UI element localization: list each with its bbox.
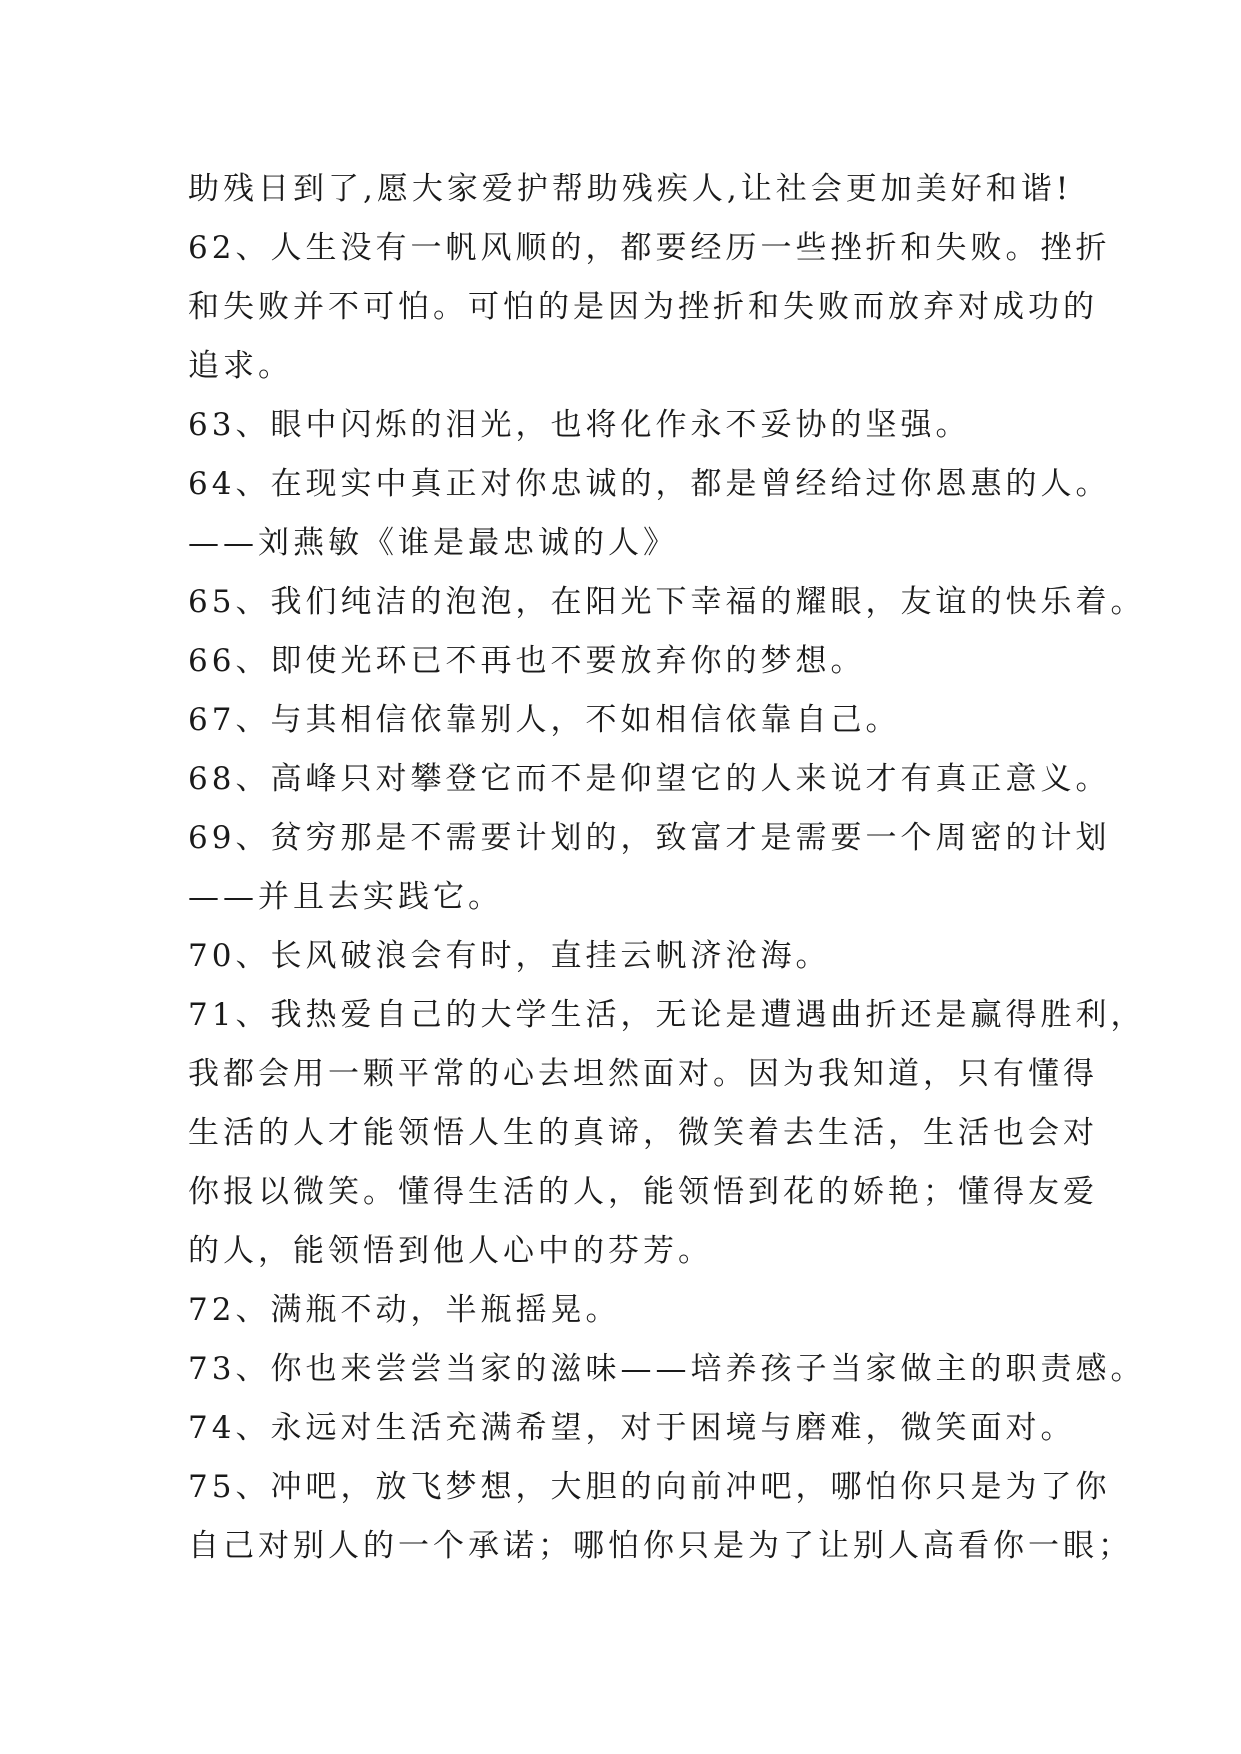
text-line: 我都会用一颗平常的心去坦然面对。因为我知道，只有懂得 [188, 1056, 1098, 1092]
text-line: ——刘燕敏《谁是最忠诚的人》 [188, 525, 678, 561]
text-line: 68、高峰只对攀登它而不是仰望它的人来说才有真正意义。 [188, 761, 1111, 797]
text-line: 你报以微笑。懂得生活的人，能领悟到花的娇艳；懂得友爱 [188, 1174, 1098, 1210]
document-body [188, 160, 1146, 1576]
text-line: 63、眼中闪烁的泪光，也将化作永不妥协的坚强。 [188, 407, 971, 443]
text-line: 72、满瓶不动，半瓶摇晃。 [188, 1292, 621, 1328]
text-line: 70、长风破浪会有时，直挂云帆济沧海。 [188, 938, 831, 974]
text-line: 75、冲吧，放飞梦想，大胆的向前冲吧，哪怕你只是为了你 [188, 1469, 1111, 1505]
text-line: 62、人生没有一帆风顺的，都要经历一些挫折和失败。挫折 [188, 230, 1111, 266]
text-line: 65、我们纯洁的泡泡，在阳光下幸福的耀眼，友谊的快乐着。 [188, 584, 1146, 620]
text-line: 67、与其相信依靠别人，不如相信依靠自己。 [188, 702, 901, 738]
text-line: 追求。 [188, 348, 293, 384]
text-line: 66、即使光环已不再也不要放弃你的梦想。 [188, 643, 866, 679]
text-line: 生活的人才能领悟人生的真谛，微笑着去生活，生活也会对 [188, 1115, 1098, 1151]
text-line: 助残日到了,愿大家爱护帮助残疾人,让社会更加美好和谐! [188, 171, 1073, 207]
text-line: 74、永远对生活充满希望，对于困境与磨难，微笑面对。 [188, 1410, 1076, 1446]
text-line: 69、贫穷那是不需要计划的，致富才是需要一个周密的计划 [188, 820, 1111, 856]
text-line: 73、你也来尝尝当家的滋味——培养孩子当家做主的职责感。 [188, 1351, 1146, 1387]
text-line: 64、在现实中真正对你忠诚的，都是曾经给过你恩惠的人。 [188, 466, 1111, 502]
text-line: 71、我热爱自己的大学生活，无论是遭遇曲折还是赢得胜利， [188, 997, 1146, 1033]
text-line: 的人，能领悟到他人心中的芬芳。 [188, 1233, 713, 1269]
text-line: ——并且去实践它。 [188, 879, 503, 915]
text-line: 和失败并不可怕。可怕的是因为挫折和失败而放弃对成功的 [188, 289, 1098, 325]
text-line: 自己对别人的一个承诺；哪怕你只是为了让别人高看你一眼； [188, 1528, 1133, 1564]
